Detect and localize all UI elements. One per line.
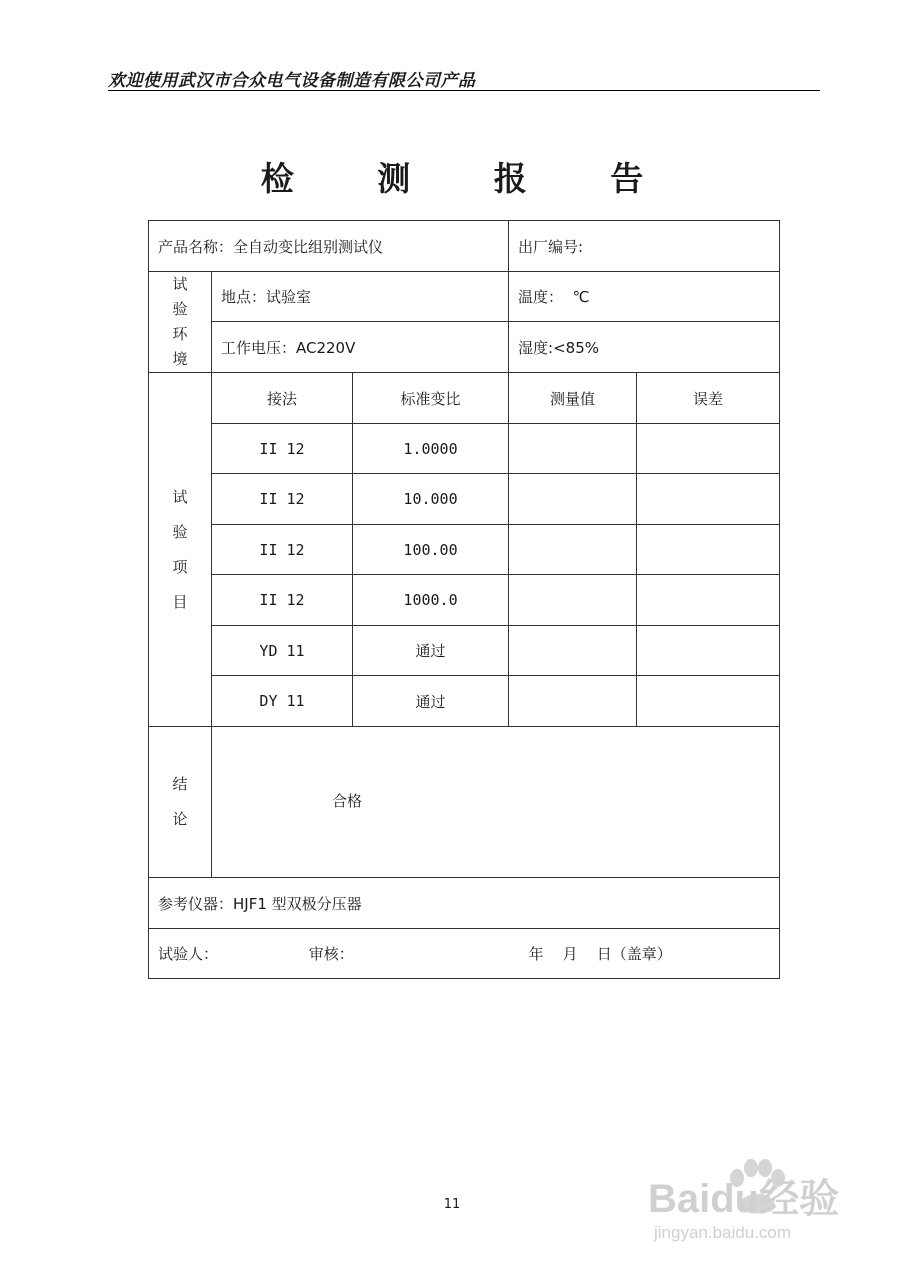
tests-label-char: 验	[172, 522, 188, 541]
humidity: 湿度:<85%	[509, 322, 780, 373]
connection-cell: DY 11	[212, 676, 353, 727]
ratio-cell: 通过	[353, 626, 509, 676]
connection-cell: YD 11	[212, 626, 353, 676]
measured-cell	[509, 525, 637, 575]
tests-header-row	[149, 373, 780, 424]
reference-row	[149, 878, 780, 929]
signoff-row	[149, 929, 780, 979]
report-title: 检 测 报 告	[260, 159, 680, 198]
watermark-url: jingyan.baidu.com	[654, 1223, 792, 1242]
ratio-cell: 1000.0	[353, 575, 509, 626]
conclusion-row	[149, 727, 780, 878]
ratio-cell: 通过	[353, 676, 509, 727]
env-label	[149, 272, 212, 373]
measured-cell	[509, 474, 637, 525]
report-table	[148, 220, 780, 979]
product-row	[149, 221, 780, 272]
measured-cell	[509, 676, 637, 727]
connection-cell: II 12	[212, 575, 353, 626]
connection-cell: II 12	[212, 424, 353, 474]
page-number: 11	[443, 1197, 461, 1212]
env-label-char: 环	[172, 325, 188, 343]
watermark-brand: Baidu经验	[648, 1177, 840, 1221]
conclusion-label	[149, 727, 212, 878]
table-row	[149, 424, 780, 474]
measured-cell	[509, 575, 637, 626]
column-header: 接法	[212, 373, 353, 424]
company-header: 欢迎使用武汉市合众电气设备制造有限公司产品	[108, 71, 476, 91]
column-header: 测量值	[509, 373, 637, 424]
column-header: 标准变比	[353, 373, 509, 424]
env-label-char: 试	[172, 275, 188, 293]
table-row	[149, 575, 780, 626]
connection-cell: II 12	[212, 525, 353, 575]
tests-label-char: 项	[172, 557, 188, 576]
table-row	[149, 676, 780, 727]
tester-label: 试验人：	[158, 945, 219, 963]
error-cell	[637, 424, 780, 474]
ratio-cell: 100.00	[353, 525, 509, 575]
error-cell	[637, 474, 780, 525]
reviewer-label: 审核：	[308, 945, 354, 963]
env-row-2	[149, 322, 780, 373]
env-label-char: 验	[172, 300, 188, 318]
location: 地点：试验室	[212, 272, 509, 322]
temperature: 温度： ℃	[509, 272, 780, 322]
env-row-1	[149, 272, 780, 322]
error-cell	[637, 626, 780, 676]
ratio-cell: 10.000	[353, 474, 509, 525]
error-cell	[637, 525, 780, 575]
tests-label-char: 试	[172, 487, 188, 506]
baidu-watermark	[640, 1140, 880, 1250]
tests-label	[149, 373, 212, 727]
column-header: 误差	[637, 373, 780, 424]
conclusion-label-char: 论	[172, 810, 188, 828]
working-voltage: 工作电压：AC220V	[212, 322, 509, 373]
date-stamp-label: 年 月 日（盖章）	[528, 945, 672, 963]
tests-label-char: 目	[172, 592, 188, 611]
table-row	[149, 474, 780, 525]
error-cell	[637, 575, 780, 626]
table-row	[149, 525, 780, 575]
signoff	[149, 929, 780, 979]
error-cell	[637, 676, 780, 727]
conclusion-label-char: 结	[172, 775, 188, 793]
connection-cell: II 12	[212, 474, 353, 525]
serial-number: 出厂编号:	[509, 221, 780, 272]
table-row	[149, 626, 780, 676]
conclusion-result: 合格	[212, 727, 780, 878]
ratio-cell: 1.0000	[353, 424, 509, 474]
product-name: 产品名称：全自动变比组别测试仪	[149, 221, 509, 272]
reference-instrument: 参考仪器：HJF1 型双极分压器	[149, 878, 780, 929]
measured-cell	[509, 424, 637, 474]
measured-cell	[509, 626, 637, 676]
env-label-char: 境	[172, 350, 188, 368]
header-rule	[108, 90, 820, 91]
